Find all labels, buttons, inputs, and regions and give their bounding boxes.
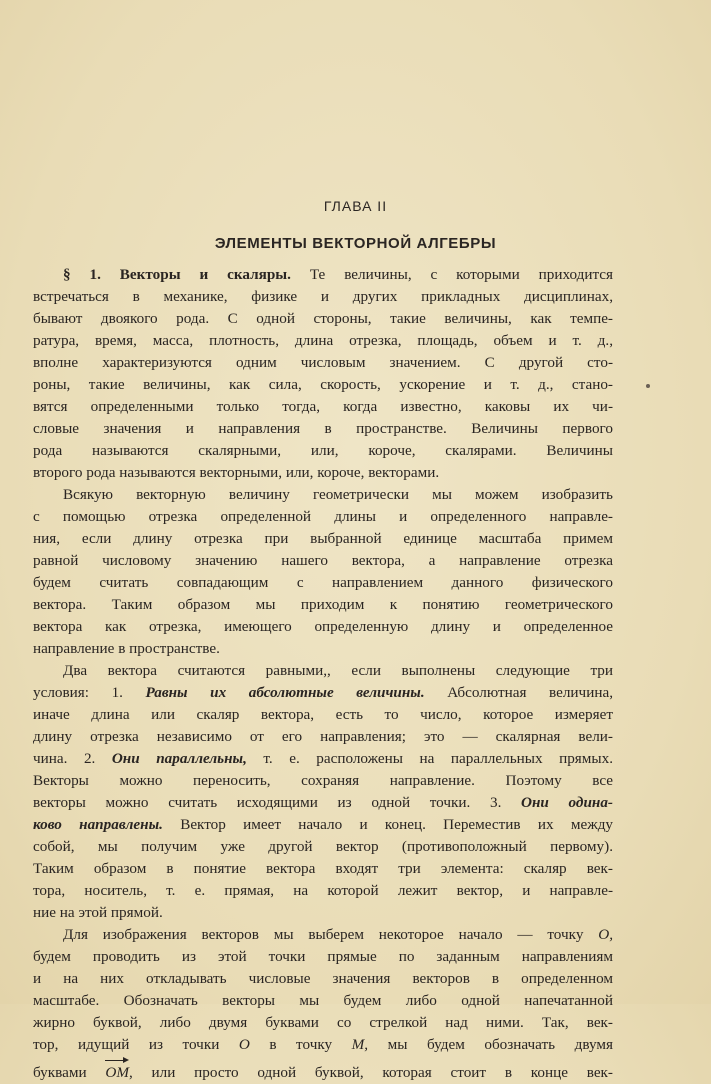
page-body (33, 264, 613, 1084)
italic-text: Они параллельны, (111, 750, 247, 767)
text-line (33, 1062, 613, 1084)
text-line: тора, носитель, т. е. прямая, на которой лежит вектор, и направле- (33, 882, 613, 899)
line-text: Для изображения векторов мы выберем некоторое начало — точку (63, 926, 599, 943)
text-line: будем проводить из этой точки прямые по заданным направлениям (33, 948, 613, 965)
text-line (33, 1034, 613, 1056)
text-line (33, 792, 613, 814)
section-number: § 1. (63, 266, 101, 283)
line-text: буквами (33, 1064, 106, 1081)
text-line: Таким образом в понятие вектора входят три элемента: скаляр век- (33, 860, 613, 877)
line-text: чина. 2. (33, 750, 112, 767)
text-line: Векторы можно переносить, сохраняя направление. Поэтому все (33, 772, 613, 789)
text-line: будем считать совпадающим с направлением данного физического (33, 574, 613, 591)
chapter-number: ГЛАВА II (323, 198, 388, 214)
text-line: Всякую векторную величину геометрически мы можем изобразить (63, 486, 613, 503)
vector-notation: OM (105, 1062, 129, 1084)
text-line: ратура, время, масса, плотность, длина отрезка, площадь, объем и т. д., (33, 332, 613, 349)
text-line: вектора. Таким образом мы приходим к понятию геометрического (33, 596, 613, 613)
text-line: вятся определенными только тогда, когда известно, каковы их чи- (33, 398, 613, 415)
text-line (33, 748, 613, 770)
line-text: условия: 1. (33, 684, 146, 701)
text-line (33, 682, 613, 704)
text-line (33, 264, 613, 286)
line-text: Вектор имеет начало и конец. Переместив их между (162, 816, 614, 833)
text-line: иначе длина или скаляр вектора, есть то число, которое измеряет (33, 706, 613, 723)
line-text: Абсолютная величина, (424, 684, 613, 701)
math-var: O (238, 1036, 250, 1053)
text-line: ние на этой прямой. (33, 904, 163, 921)
print-speck (646, 384, 650, 388)
text-line: длину отрезка независимо от его направления; это — скалярная вели- (33, 728, 613, 745)
text-line: направление в пространстве. (33, 640, 220, 657)
text-line: Два вектора считаются равными,, если выполнены следующие три (63, 662, 613, 679)
line-text: т. е. расположены на параллельных прямых. (246, 750, 613, 767)
text-line: бывают двоякого рода. С одной стороны, такие величины, как темпе- (33, 310, 613, 327)
chapter-title: ЭЛЕМЕНТЫ ВЕКТОРНОЙ АЛГЕБРЫ (214, 235, 497, 252)
text-line: масштабе. Обозначать векторы мы будем либо одной напечатанной (33, 992, 613, 1009)
text-line (33, 814, 613, 836)
text-line: второго рода называются векторными, или, короче, векторами. (33, 464, 440, 481)
text-line: и на них откладывать числовые значения векторов в определенном (33, 970, 613, 987)
line-text: мы будем обозначать двумя (368, 1036, 613, 1053)
text-line: жирно буквой, либо двумя буквами со стрелкой над ними. Так, век- (33, 1014, 613, 1031)
text-line: вполне характеризуются одним числовым значением. С другой сто- (33, 354, 613, 371)
line-text: Те величины, с которыми приходится (309, 266, 614, 283)
text-line: равной числовому значению нашего вектора, а направление отрезка (33, 552, 613, 569)
italic-text: Они одина- (521, 794, 613, 811)
text-line: с помощью отрезка определенной длины и определенного направле- (33, 508, 613, 525)
line-text: в точку (249, 1036, 352, 1053)
italic-text: Равны их абсолютные величины. (145, 684, 425, 701)
text-line: ния, если длину отрезка при выбранной единице масштаба примем (33, 530, 613, 547)
text-line (33, 924, 613, 946)
math-var: M, (351, 1036, 369, 1053)
math-var: O, (598, 926, 613, 943)
line-text: , или просто одной буквой, которая стоит в конце век- (128, 1064, 613, 1081)
text-line: вектора как отрезка, имеющего определенную длину и определенное (33, 618, 613, 635)
line-text: тор, идущий из точки (33, 1036, 239, 1053)
section-heading: Векторы и скаляры. (119, 266, 291, 283)
line-text: векторы можно считать исходящими из одной точки. 3. (33, 794, 522, 811)
text-line: собой, мы получим уже другой вектор (противоположный первому). (33, 838, 613, 855)
text-line: словые значения и направления в пространстве. Величины первого (33, 420, 613, 437)
italic-text: ково направлены. (33, 816, 163, 833)
text-line: роны, такие величины, как сила, скорость, ускорение и т. д., стано- (33, 376, 613, 393)
text-line: рода называются скалярными, или, короче, скалярами. Величины (33, 442, 613, 459)
text-line: встречаться в механике, физике и других прикладных дисциплинах, (33, 288, 613, 305)
